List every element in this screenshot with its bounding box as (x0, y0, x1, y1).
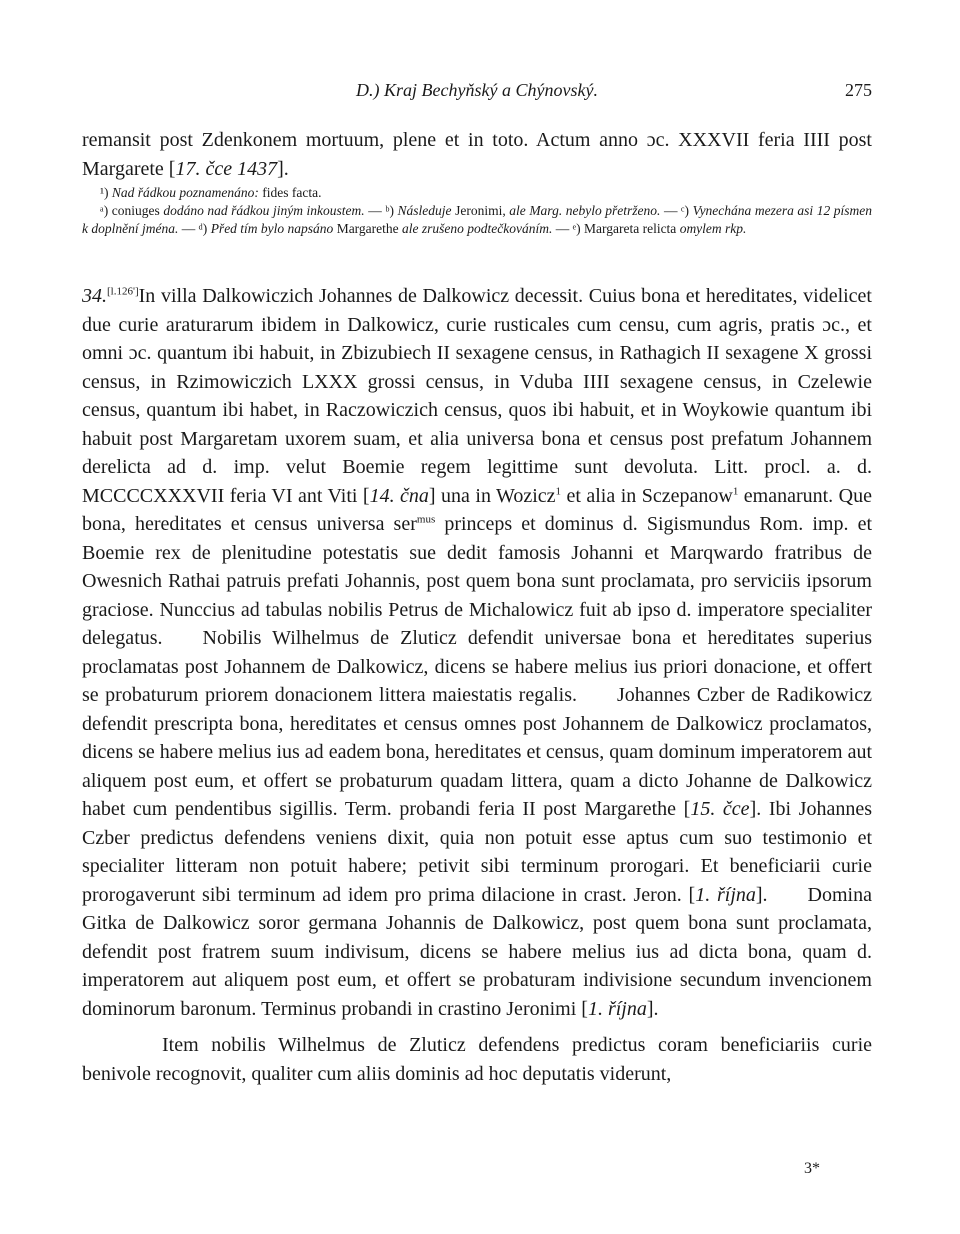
footnote-marker: ᵃ) (100, 203, 109, 218)
entry-text: ]. Ibi Johannes Czber predictus defendens veniens dixit, quia non potuit esse aptus cum suo testimonio et specialiter litteram non potuit habere; petivit sibi terminum prorogari. Et beneficiarii curie prorogaverunt sibi terminum ad idem pro prima dilacione in crast. Jeron. [ (82, 798, 872, 906)
date-note: 15. čce (690, 798, 750, 820)
entry-text: ] una in Wozicz (428, 484, 556, 507)
date-note: 14. čna (369, 484, 429, 507)
footnote-text: coniuges (111, 203, 160, 218)
footnote-marker: ¹) (100, 185, 109, 200)
abbrev-superscript: mus (416, 513, 436, 526)
entry-number: 34. (82, 285, 107, 307)
footnote-italic: omylem rkp. (679, 221, 747, 236)
footnote-italic: Vynechána mezera asi 12 písmen k doplnění jména. (82, 203, 873, 236)
footnote-text: fides facta. (262, 185, 322, 200)
continued-end: ]. (277, 158, 289, 180)
footnote-italic: dodáno nad řádkou jiným inkoustem. (163, 203, 365, 218)
running-title: D.) Kraj Bechyňský a Chýnovský. (356, 80, 598, 100)
footnote-text: Margarethe (336, 221, 399, 236)
entry-text: In villa Dalkowiczich Johannes de Dalkowicz decessit. Cuius bona et hereditates, videlicet due curie araturarum ibidem in Dalkowicz, curie rusticales cum censu, cum agris, pratis ɔc., et omni ɔc. quantum ibi habuit, in Zbizubiech II sexagene census, in Rathagich II sexagene X grossi census, in Rzimowiczich LXXX grossi census, in Vduba IIII sexagene census, in Czelewie census, quantum ibi habet, in Raczowiczich census, quos ibi habuit, et in Woykowie quantum ibi habuit post Margaretam uxorem suam, et alia universa bona et census post prefatum Johannem derelicta ad d. imp. velut Boemie regem legittime sunt devoluta. Litt. procl. a. d. MCCCCXXXVII feria VI ant Viti [ (82, 285, 872, 507)
footnote-italic: ale Marg. nebylo přetrženo. (509, 203, 661, 218)
entry-text: et alia in Sczepanow (561, 484, 733, 507)
page-number: 275 (845, 80, 872, 100)
entry-text: ]. (755, 883, 768, 906)
footnote-ref: 1 (732, 484, 739, 497)
entry-text: emanarunt. Que bona, hereditates et census universa ser (82, 484, 872, 535)
footnote-1 (82, 184, 872, 202)
date-note: 17. čce 1437 (175, 158, 278, 180)
footnote-2 (82, 202, 872, 238)
entry-paragraph (82, 282, 872, 1023)
main-text (82, 282, 872, 1088)
page-header (82, 80, 872, 104)
footnote-italic: Následuje (397, 203, 452, 218)
folio-ref: [l.126'] (107, 285, 139, 298)
footnote-marker: — ᵇ) (368, 203, 394, 218)
footnote-text: Jeronimi, (455, 203, 506, 218)
continued-paragraph (82, 126, 872, 184)
entry-text: princeps et dominus d. Sigismundus Rom. imp. et Boemie rex de plenitudine potestatis sue dedit famosis Johanni et Marqwardo fratribus de Owesnich Rathai patruis prefati Johannis, post quem bona sunt proclamata, pro serviciis ipsorum graciose. Nunccius ad tabulas nobilis Petrus de Michalowicz fuit ab ipso d. imperatore specialiter delegatus. (82, 513, 873, 649)
footnote-text: Margareta relicta (583, 221, 677, 236)
continued-text: remansit post Zdenkonem mortuum, plene et in toto. Actum anno ɔc. XXXVII feria IIII post Margarete [ (82, 129, 872, 180)
date-note: 1. října (587, 997, 647, 1020)
signature-mark: 3* (804, 1160, 820, 1177)
date-note: 1. října (695, 883, 756, 906)
footnote-italic: ale zrušeno podtečkováním. (402, 221, 553, 236)
entry-text: Nobilis Wilhelmus de Zluticz defendit universae bona et hereditates superius proclamatas post Johannem de Dalkowicz, dicens se habere melius ius priori donacione, et offert se probaturum priorem donacionem littera maiestatis regalis. (82, 627, 872, 706)
second-paragraph: Item nobilis Wilhelmus de Zluticz defendens predictus coram beneficiariis curie benivole recognovit, qualiter cum aliis dominis ad hoc deputatis viderunt, (82, 1034, 872, 1085)
footnote-marker: — ᶜ) (663, 203, 689, 218)
footnote-marker: — ᵉ) (555, 221, 581, 236)
footnote-marker: — ᵈ) (181, 221, 208, 236)
footnote-italic: Před tím bylo napsáno (210, 221, 334, 236)
footnote-italic: Nad řádkou poznamenáno: (111, 185, 259, 200)
footnotes (82, 184, 872, 238)
entry-text: Domina Gitka de Dalkowicz soror germana Johannis de Dalkowicz, post quem bona sunt proclamata, defendit post fratrem suum indivisum, dicens se habere melius ius ad dicta bona, quam d. imperatorem aut aliquem post eum, et offert se probaturam indivisione secundum invencionem dominorum baronum. Terminus probandi in crastino Jeronimi [ (82, 883, 872, 1020)
entry-text: ]. (646, 997, 659, 1020)
footnote-ref: 1 (555, 484, 562, 497)
entry-text: Johannes Czber de Radikowicz defendit prescripta bona, hereditates et census omnes post Johannem de Dalkowicz proclamatos, dicens se habere melius ius ad eadem bona, hereditates et census, quam dominum imperatorem aut aliquem post eum, et offert se probaturum quadam littera, quam a dicto Johanne de Dalkowicz habet cum pendentibus sigillis. Term. probandi feria II post Margarethe [ (82, 684, 872, 820)
